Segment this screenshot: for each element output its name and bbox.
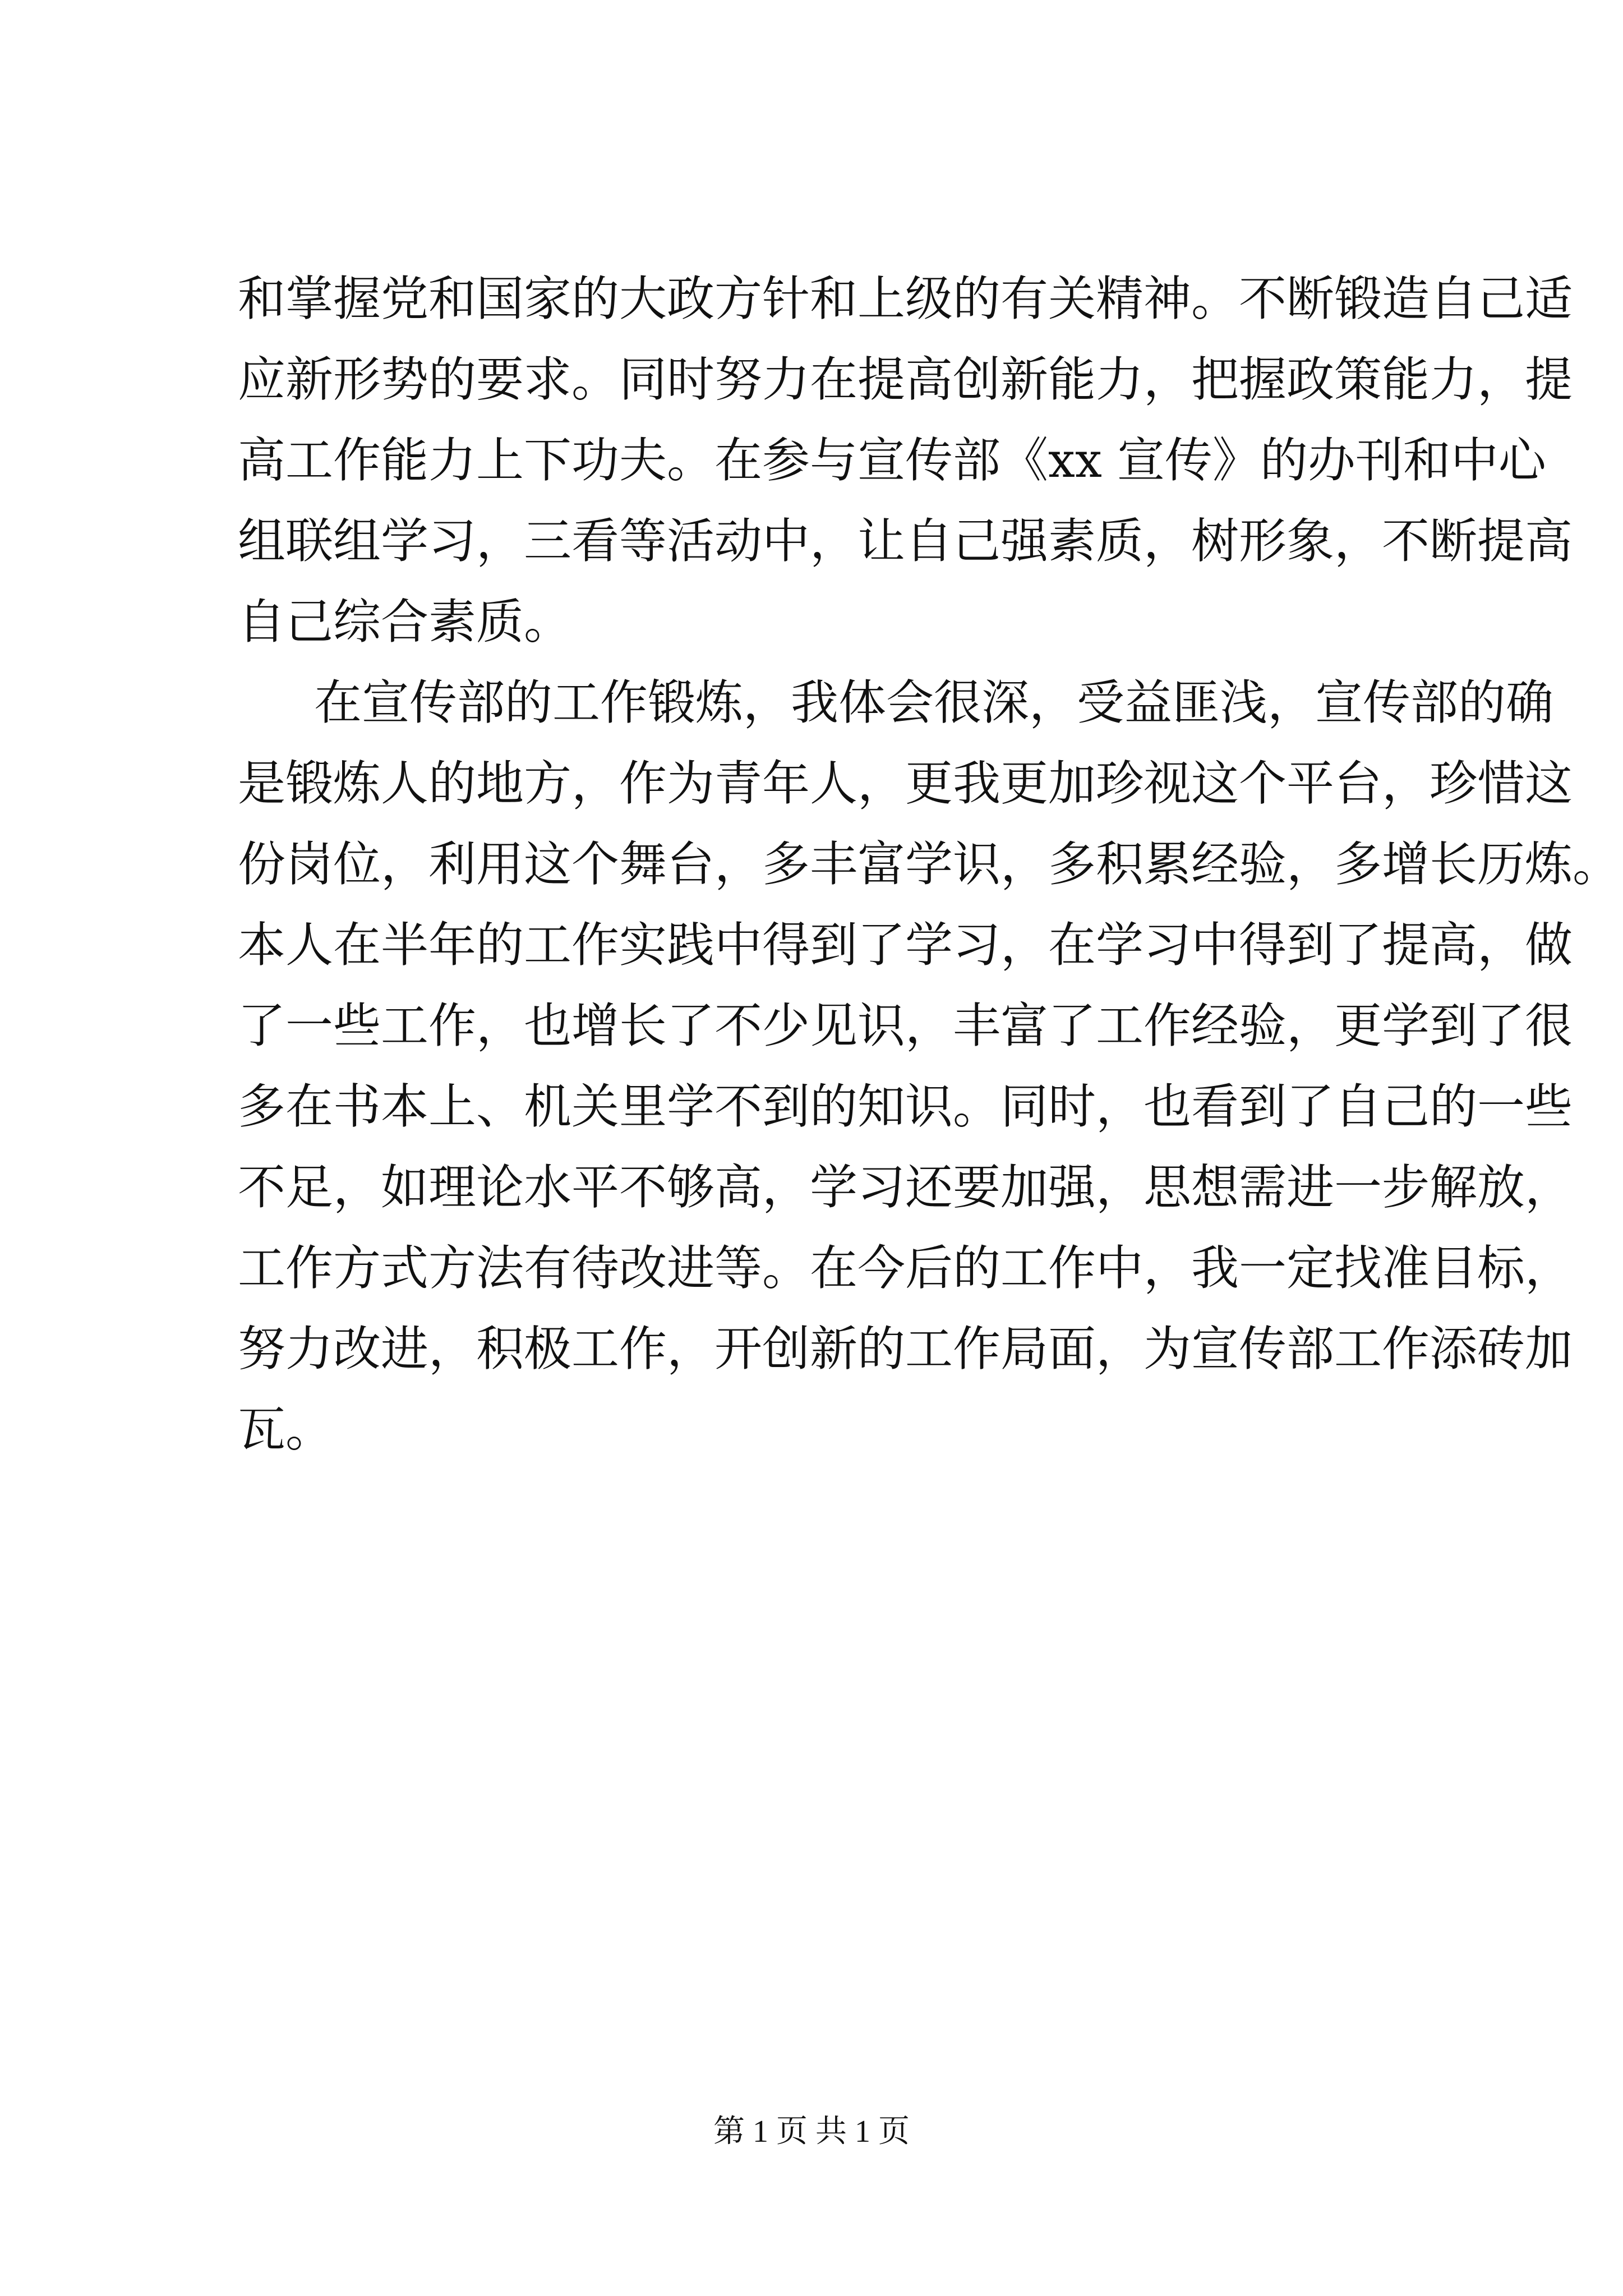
text-line: 多在书本上、机关里学不到的知识。同时，也看到了自己的一些 [238, 1079, 1573, 1135]
text-line: 组联组学习，三看等活动中，让自己强素质，树形象，不断提高 [238, 514, 1573, 569]
text-line: 在宣传部的工作锻炼，我体会很深，受益匪浅，宣传部的确 [314, 675, 1554, 731]
text-line: 是锻炼人的地方，作为青年人，更我更加珍视这个平台，珍惜这 [238, 756, 1573, 812]
page-number-label: 第 1 页 共 1 页 [713, 2114, 910, 2149]
text-line: 和掌握党和国家的大政方针和上级的有关精神。不断锻造自己适 [238, 272, 1573, 327]
text-line: 自己综合素质。 [238, 595, 572, 650]
text-line: 工作方式方法有待改进等。在今后的工作中，我一定找准目标， [238, 1241, 1573, 1296]
text-line: 本人在半年的工作实践中得到了学习，在学习中得到了提高，做 [238, 918, 1573, 973]
text-line: 份岗位，利用这个舞台，多丰富学识，多积累经验，多增长历炼。 [238, 837, 1621, 892]
paragraph-2 [238, 663, 1621, 1471]
text-line: 应新形势的要求。同时努力在提高创新能力，把握政策能力，提 [238, 352, 1573, 408]
text-line: 瓦。 [238, 1402, 334, 1458]
text-line: 高工作能力上下功夫。在参与宣传部《xx 宣传》的办刊和中心 [238, 433, 1546, 489]
text-line: 了一些工作，也增长了不少见识，丰富了工作经验，更学到了很 [238, 999, 1573, 1054]
document-body [238, 259, 1621, 1471]
page-footer [0, 2109, 1623, 2154]
text-line: 不足，如理论水平不够高，学习还要加强，思想需进一步解放， [238, 1160, 1573, 1216]
text-line: 努力改进，积极工作，开创新的工作局面，为宣传部工作添砖加 [238, 1322, 1573, 1377]
paragraph-1 [238, 259, 1573, 663]
